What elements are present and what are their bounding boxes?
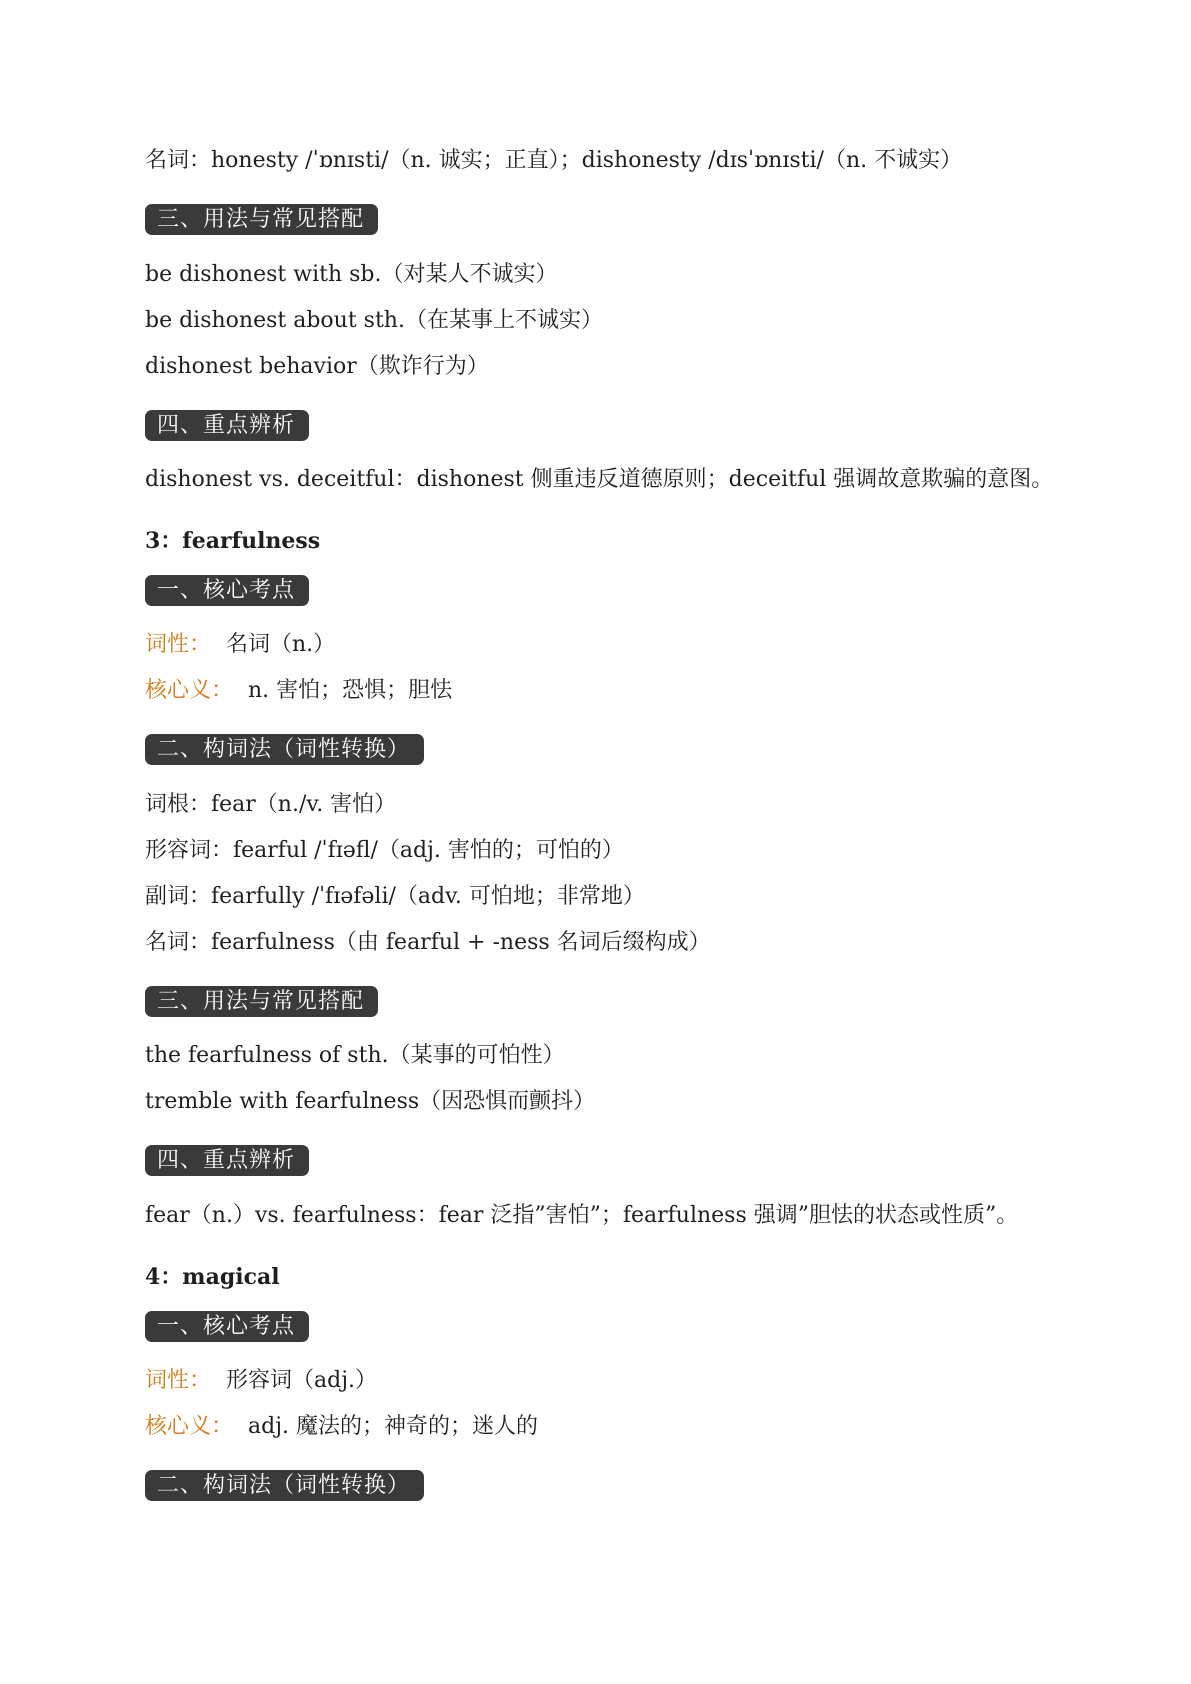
part-of-speech-line [145,1366,377,1396]
usage-item: be dishonest about sth.（在某事上不诚实） [145,308,603,333]
usage-item: be dishonest with sb.（对某人不诚实） [145,262,558,287]
formation-item: 副词：fearfully /ˈfɪəfəli/（adv. 可怕地；非常地） [145,884,645,909]
pos-label: 词性： [145,632,212,657]
usage-item: dishonest behavior（欺诈行为） [145,354,489,379]
core-meaning-line [145,1412,538,1442]
analysis-text: fear（n.）vs. fearfulness：fear 泛指”害怕”；fearfulness 强调”胆怯的状态或性质”。 [145,1203,1019,1228]
formation-item: 形容词：fearful /ˈfɪəfl/（adj. 害怕的；可怕的） [145,838,624,863]
usage-item: the fearfulness of sth.（某事的可怕性） [145,1043,565,1068]
pos-label: 词性： [145,1368,212,1393]
word-heading: 4：magical [145,1264,280,1290]
formation-item: 词根：fear（n./v. 害怕） [145,792,397,817]
usage-item: tremble with fearfulness（因恐惧而颤抖） [145,1089,596,1114]
noun-forms-line: 名词：honesty /ˈɒnɪsti/（n. 诚实；正直）；dishonesty /dɪsˈɒnɪsti/（n. 不诚实） [145,148,963,173]
meaning-value: adj. 魔法的；神奇的；迷人的 [248,1414,539,1439]
pos-value: 形容词（adj.） [226,1368,378,1393]
meaning-label: 核心义： [145,678,234,703]
formation-section-badge: 二、构词法（词性转换） [145,734,424,765]
formation-item: 名词：fearfulness（由 fearful + -ness 名词后缀构成） [145,930,711,955]
word-heading: 3：fearfulness [145,528,321,554]
usage-section-badge: 三、用法与常见搭配 [145,204,378,235]
meaning-value: n. 害怕；恐惧；胆怯 [248,678,453,703]
core-section-badge: 一、核心考点 [145,575,309,606]
analysis-text: dishonest vs. deceitful：dishonest 侧重违反道德原则；deceitful 强调故意欺骗的意图。 [145,467,1054,492]
core-section-badge: 一、核心考点 [145,1311,309,1342]
analysis-section-badge: 四、重点辨析 [145,410,309,441]
formation-section-badge: 二、构词法（词性转换） [145,1470,424,1501]
meaning-label: 核心义： [145,1414,234,1439]
core-meaning-line [145,676,452,706]
analysis-section-badge: 四、重点辨析 [145,1145,309,1176]
usage-section-badge: 三、用法与常见搭配 [145,986,378,1017]
pos-value: 名词（n.） [226,632,336,657]
part-of-speech-line [145,630,335,660]
